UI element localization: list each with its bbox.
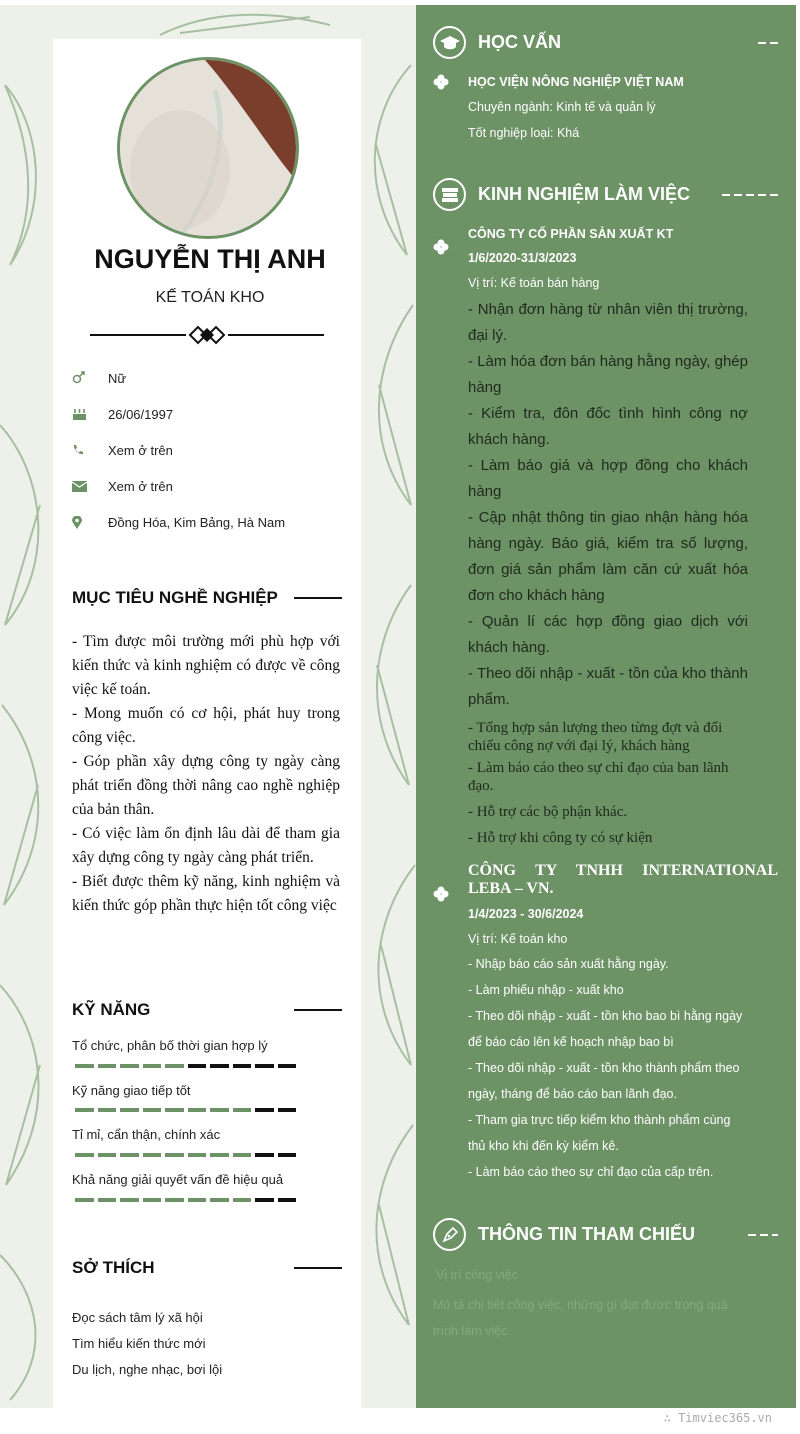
- info-address: [72, 512, 285, 532]
- candidate-name: NGUYỄN THỊ ANH: [94, 244, 326, 274]
- clover-bullet-icon: [433, 74, 449, 90]
- skill-segment: [210, 1198, 229, 1202]
- skill-segment: [233, 1153, 252, 1157]
- heading-dash: [722, 194, 778, 196]
- ornament-divider: [90, 325, 324, 345]
- hobby-item: Tìm hiểu kiến thức mới: [72, 1336, 206, 1351]
- duty-item: - Hỗ trợ khi công ty có sự kiện: [468, 830, 653, 846]
- skill-segment: [188, 1108, 207, 1112]
- skill-segment: [165, 1108, 184, 1112]
- phone-icon: [72, 444, 108, 456]
- skill-segment: [75, 1153, 94, 1157]
- skill-segment: [233, 1064, 252, 1068]
- avatar-photo: [120, 60, 296, 236]
- job-period: 1/4/2023 - 30/6/2024: [468, 907, 584, 921]
- duty-item: - Làm báo cáo theo sự chỉ đạo của cấp trên.: [468, 1165, 714, 1179]
- avatar: [117, 57, 299, 239]
- job-position: Vị trí: Kế toán bán hàng: [468, 276, 600, 290]
- school-grade: Tốt nghiệp loại: Khá: [468, 126, 580, 140]
- graduation-cap-icon: [433, 26, 466, 59]
- leaf-decoration-left: [0, 5, 60, 1405]
- duty-item: - Nhận đơn hàng từ nhân viên thị trường, đại lý.: [468, 301, 748, 344]
- skill-segment: [165, 1064, 184, 1068]
- email-value: Xem ở trên: [108, 478, 173, 494]
- skill-level-bar: [75, 1108, 297, 1112]
- duty-item: - Làm báo giá và hợp đồng cho khách hàng: [468, 457, 748, 500]
- skill-segment: [255, 1198, 274, 1202]
- gender-value: Nữ: [108, 370, 127, 386]
- skill-segment: [278, 1198, 297, 1202]
- skill-segment: [120, 1153, 139, 1157]
- objective-line: - Có việc làm ổn định lâu dài để tham gia xây dựng công ty ngày càng phát triển.: [72, 825, 340, 866]
- footer-brand: ∴ Timviec365.vn: [663, 1411, 772, 1425]
- clover-bullet-icon: [433, 886, 449, 902]
- skill-segment: [210, 1108, 229, 1112]
- skill-segment: [278, 1108, 297, 1112]
- skill-segment: [278, 1153, 297, 1157]
- info-birthday: [72, 404, 173, 424]
- skill-segment: [143, 1198, 162, 1202]
- email-icon: [72, 481, 108, 492]
- skill-level-bar: [75, 1153, 297, 1157]
- birthday-value: 26/06/1997: [108, 406, 174, 422]
- duty-item: - Tham gia trực tiếp kiểm kho thành phẩm cùng thủ kho khi đến kỳ kiểm kê.: [468, 1113, 731, 1153]
- job-duties: [468, 951, 748, 1185]
- hobby-item: Đọc sách tâm lý xã hội: [72, 1310, 203, 1325]
- skill-segment: [143, 1064, 162, 1068]
- job-duties-extra: [468, 719, 748, 847]
- skill-segment: [278, 1064, 297, 1068]
- duty-item: - Làm hóa đơn bán hàng hằng ngày, ghép hàng: [468, 353, 748, 396]
- duty-item: - Theo dõi nhập - xuất - tồn kho thành phẩm theo ngày, tháng để báo cáo ban lãnh đạo.: [468, 1061, 740, 1101]
- skill-segment: [165, 1198, 184, 1202]
- skill-segment: [165, 1153, 184, 1157]
- gender-icon: [72, 371, 108, 385]
- duty-item: - Theo dõi nhập - xuất - tồn kho bao bì hằng ngày để báo cáo lên kế hoạch nhập bao bì: [468, 1009, 743, 1049]
- skill-segment: [188, 1198, 207, 1202]
- books-icon: [433, 178, 466, 211]
- pen-nib-icon: [433, 1218, 466, 1251]
- duty-item: - Quản lí các hợp đồng giao dịch với khách hàng.: [468, 613, 748, 656]
- education-title: HỌC VẤN: [478, 32, 562, 52]
- job-position: Vị trí: Kế toán kho: [468, 932, 568, 946]
- reference-position-placeholder[interactable]: Vị trí công việc: [436, 1268, 518, 1282]
- skill-segment: [210, 1064, 229, 1068]
- skill-segment: [255, 1064, 274, 1068]
- heading-dash: [758, 42, 778, 44]
- skill-level-bar: [75, 1064, 297, 1068]
- hobby-item: Du lịch, nghe nhạc, bơi lội: [72, 1362, 223, 1377]
- duty-item: - Cập nhật thông tin giao nhận hàng hóa hàng ngày. Báo giá, kiểm tra số lượng, đơn giá sản phẩm làm căn cứ xuất hóa đơn cho khách hàng: [468, 509, 748, 604]
- skill-segment: [233, 1108, 252, 1112]
- experience-title: KINH NGHIỆM LÀM VIỆC: [478, 184, 691, 204]
- duty-item: - Theo dõi nhập - xuất - tồn của kho thành phẩm.: [468, 665, 748, 708]
- job-company: CÔNG TY TNHH INTERNATIONAL LEBA – VN.: [468, 862, 778, 897]
- objective-heading: [72, 586, 342, 610]
- skill-segment: [120, 1108, 139, 1112]
- address-value: Đồng Hóa, Kim Bảng, Hà Nam: [108, 514, 286, 530]
- objective-line: - Góp phần xây dựng công ty ngày càng phát triển đồng thời nâng cao nghề nghiệp của bản thân.: [72, 753, 340, 818]
- objective-line: - Tìm được môi trường mới phù hợp với kiến thức và kinh nghiệm có được về công việc kế toán.: [72, 633, 340, 698]
- hobbies-title: SỞ THÍCH: [72, 1258, 155, 1277]
- objective-line: - Biết được thêm kỹ năng, kinh nghiệm và kiến thức góp phần thực hiện tốt công việc: [72, 873, 340, 914]
- heading-dash: [748, 1234, 778, 1236]
- skill-level-bar: [75, 1198, 297, 1202]
- skill-segment: [233, 1198, 252, 1202]
- duty-item: - Làm báo cáo theo sự chỉ đạo của ban lãnh đạo.: [468, 760, 729, 794]
- clover-bullet-icon: [433, 239, 449, 255]
- skill-label: Khả năng giải quyết vấn đề hiệu quả: [72, 1172, 284, 1187]
- skill-segment: [75, 1064, 94, 1068]
- objective-title: MỤC TIÊU NGHỀ NGHIỆP: [72, 588, 278, 607]
- candidate-job-title: KẾ TOÁN KHO: [155, 289, 265, 306]
- skill-segment: [143, 1153, 162, 1157]
- skill-segment: [120, 1198, 139, 1202]
- education-heading: [433, 26, 561, 59]
- job-company: CÔNG TY CỔ PHẦN SẢN XUẤT KT: [468, 227, 674, 241]
- job-duties: [468, 297, 748, 713]
- birthday-cake-icon: [72, 407, 108, 421]
- heading-rule: [294, 1267, 342, 1269]
- info-gender: [72, 368, 126, 388]
- objective-line: - Mong muốn có cơ hội, phát huy trong công việc.: [72, 705, 340, 746]
- skill-label: Kỹ năng giao tiếp tốt: [72, 1083, 191, 1098]
- skill-segment: [75, 1198, 94, 1202]
- duty-item: - Tổng hợp sản lượng theo từng đợt và đối chiếu công nợ với đại lý, khách hàng: [468, 720, 723, 754]
- skill-segment: [75, 1108, 94, 1112]
- skill-segment: [98, 1064, 117, 1068]
- skill-label: Tổ chức, phân bố thời gian hợp lý: [72, 1038, 268, 1053]
- skill-label: Tỉ mỉ, cẩn thận, chính xác: [72, 1127, 221, 1142]
- duty-item: - Hỗ trợ các bộ phận khác.: [468, 804, 628, 820]
- skill-segment: [98, 1153, 117, 1157]
- hobbies-heading: [72, 1256, 342, 1280]
- skill-segment: [255, 1153, 274, 1157]
- location-pin-icon: [72, 516, 108, 529]
- info-email: [72, 476, 173, 496]
- phone-value: Xem ở trên: [108, 442, 173, 458]
- skills-heading: [72, 998, 342, 1022]
- heading-rule: [294, 597, 342, 599]
- school-major: Chuyên ngành: Kinh tế và quản lý: [468, 100, 656, 114]
- duty-item: - Kiểm tra, đôn đốc tình hình công nợ khách hàng.: [468, 405, 748, 448]
- duty-item: - Nhập báo cáo sản xuất hằng ngày.: [468, 957, 669, 971]
- school-name: HỌC VIỆN NÔNG NGHIỆP VIỆT NAM: [468, 75, 684, 89]
- references-title: THÔNG TIN THAM CHIẾU: [478, 1224, 695, 1244]
- skills-title: KỸ NĂNG: [72, 1000, 151, 1019]
- skill-segment: [98, 1198, 117, 1202]
- objective-text: [72, 630, 340, 918]
- leaf-decoration-middle: [361, 5, 417, 1405]
- skill-segment: [210, 1153, 229, 1157]
- job-period: 1/6/2020-31/3/2023: [468, 251, 577, 265]
- skill-segment: [143, 1108, 162, 1112]
- skill-segment: [255, 1108, 274, 1112]
- skill-segment: [120, 1064, 139, 1068]
- heading-rule: [294, 1009, 342, 1011]
- skill-segment: [188, 1064, 207, 1068]
- skill-segment: [188, 1153, 207, 1157]
- skill-segment: [98, 1108, 117, 1112]
- reference-description-placeholder[interactable]: Mô tả chi tiết công việc, những gì đạt được trong quá trình làm việc.: [433, 1298, 728, 1338]
- references-heading: [433, 1218, 695, 1251]
- experience-heading: [433, 178, 690, 211]
- info-phone: [72, 440, 173, 460]
- duty-item: - Làm phiếu nhập - xuất kho: [468, 983, 624, 997]
